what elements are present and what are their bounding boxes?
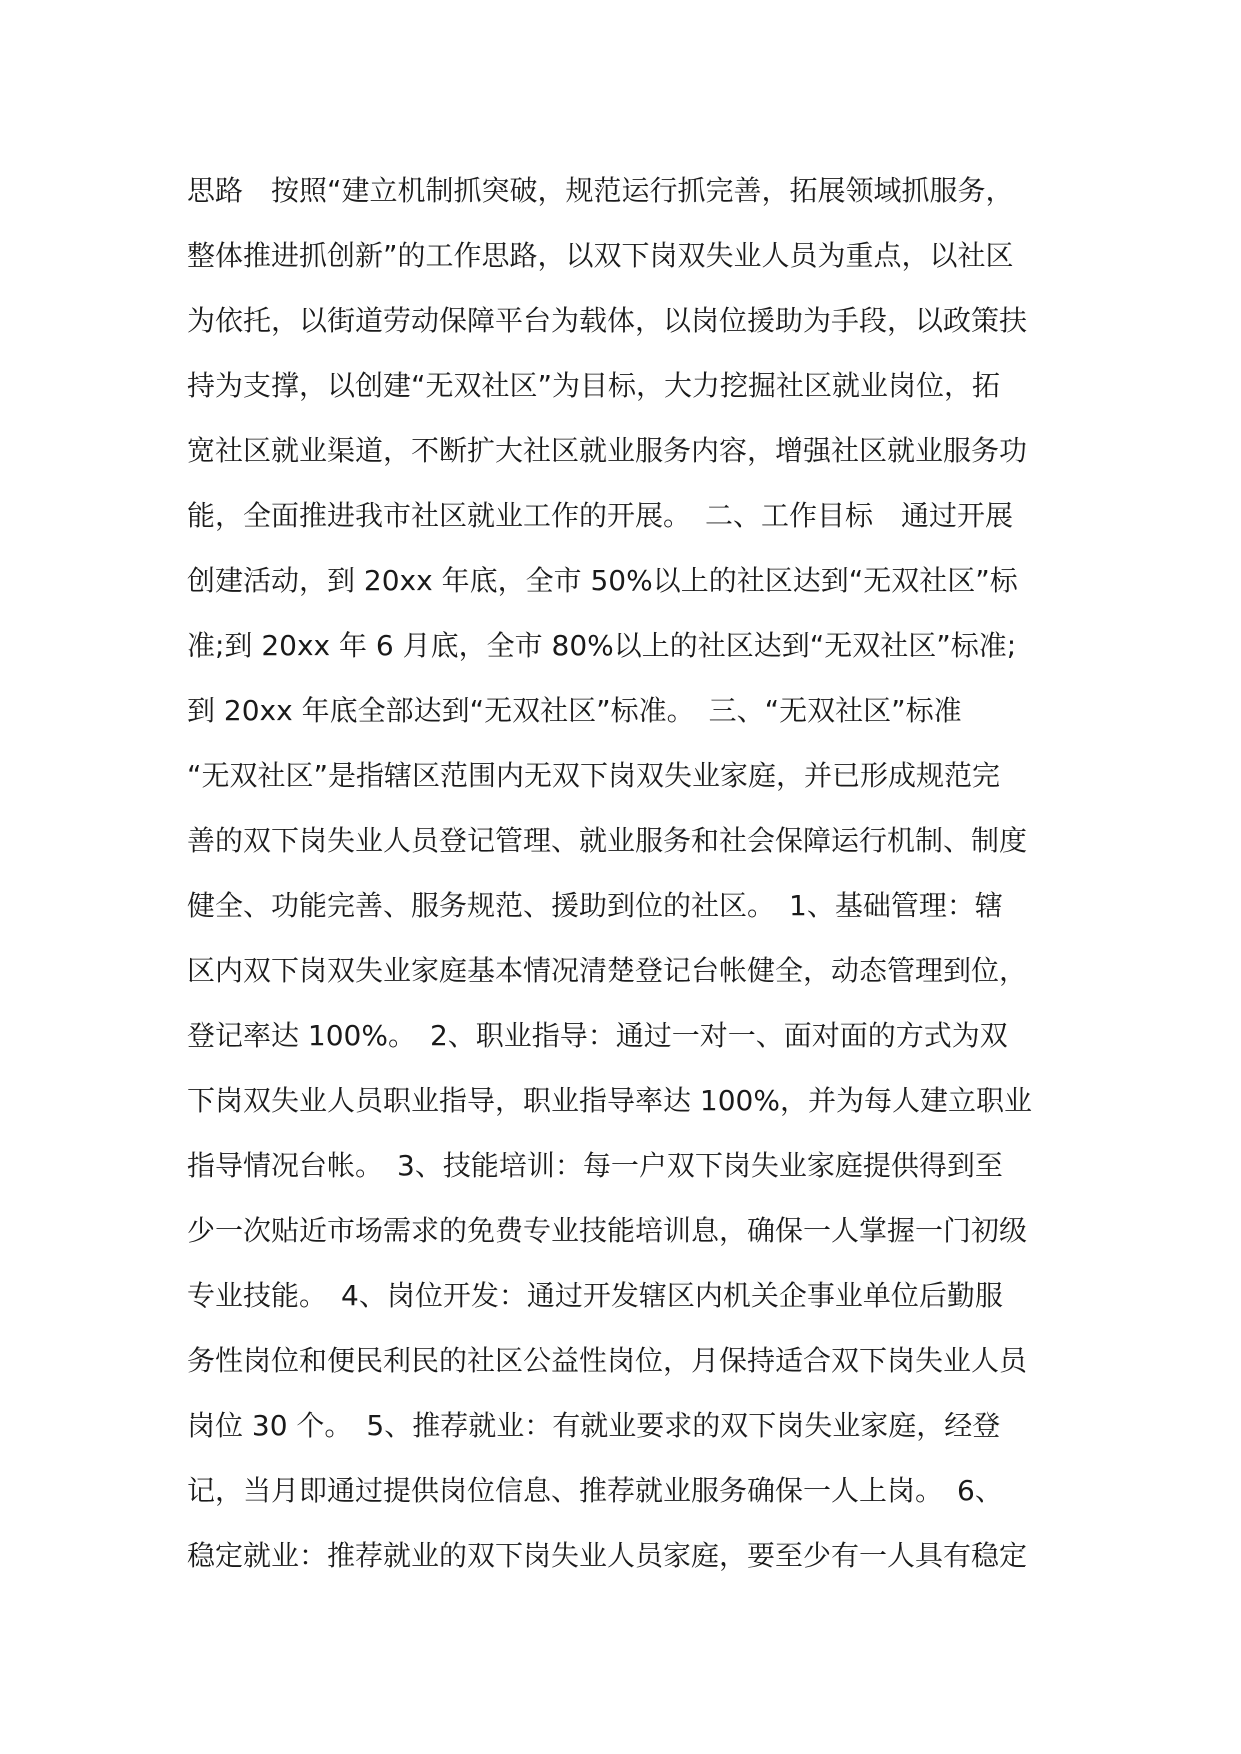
text-line: 专业技能。 4、岗位开发：通过开发辖区内机关企事业单位后勤服 bbox=[187, 1279, 1003, 1312]
text-line: 指导情况台帐。 3、技能培训：每一户双下岗失业家庭提供得到至 bbox=[187, 1149, 1003, 1182]
text-line: 稳定就业：推荐就业的双下岗失业人员家庭，要至少有一人具有稳定 bbox=[187, 1539, 1028, 1572]
text-line: 持为支撑，以创建“无双社区”为目标，大力挖掘社区就业岗位，拓 bbox=[187, 369, 1001, 402]
text-line: 思路 按照“建立机制抓突破，规范运行抓完善，拓展领域抓服务， bbox=[187, 174, 1014, 207]
text-line: 善的双下岗失业人员登记管理、就业服务和社会保障运行机制、制度 bbox=[187, 824, 1028, 857]
text-line: 健全、功能完善、服务规范、援助到位的社区。 1、基础管理：辖 bbox=[187, 889, 1003, 922]
text-line: 为依托，以街道劳动保障平台为载体，以岗位援助为手段，以政策扶 bbox=[187, 304, 1028, 337]
text-line: 区内双下岗双失业家庭基本情况清楚登记台帐健全，动态管理到位， bbox=[187, 954, 1028, 987]
text-line: 记，当月即通过提供岗位信息、推荐就业服务确保一人上岗。 6、 bbox=[187, 1474, 1003, 1507]
text-line: 创建活动，到 20xx 年底，全市 50%以上的社区达到“无双社区”标 bbox=[187, 564, 1018, 597]
text-line: “无双社区”是指辖区范围内无双下岗双失业家庭，并已形成规范完 bbox=[187, 759, 1001, 792]
text-line: 整体推进抓创新”的工作思路，以双下岗双失业人员为重点，以社区 bbox=[187, 239, 1014, 272]
text-line: 能，全面推进我市社区就业工作的开展。 二、工作目标 通过开展 bbox=[187, 499, 1014, 532]
text-line: 少一次贴近市场需求的免费专业技能培训息，确保一人掌握一门初级 bbox=[187, 1214, 1028, 1247]
text-line: 到 20xx 年底全部达到“无双社区”标准。 三、“无双社区”标准 bbox=[187, 694, 962, 727]
text-line: 岗位 30 个。 5、推荐就业：有就业要求的双下岗失业家庭，经登 bbox=[187, 1409, 1001, 1442]
text-line: 准;到 20xx 年 6 月底，全市 80%以上的社区达到“无双社区”标准; bbox=[187, 629, 1017, 662]
text-line: 登记率达 100%。 2、职业指导：通过一对一、面对面的方式为双 bbox=[187, 1019, 1008, 1052]
text-line: 务性岗位和便民利民的社区公益性岗位，月保持适合双下岗失业人员 bbox=[187, 1344, 1028, 1377]
text-line: 宽社区就业渠道，不断扩大社区就业服务内容，增强社区就业服务功 bbox=[187, 434, 1028, 467]
text-line: 下岗双失业人员职业指导，职业指导率达 100%，并为每人建立职业 bbox=[187, 1084, 1032, 1117]
body-text bbox=[187, 158, 1087, 1588]
